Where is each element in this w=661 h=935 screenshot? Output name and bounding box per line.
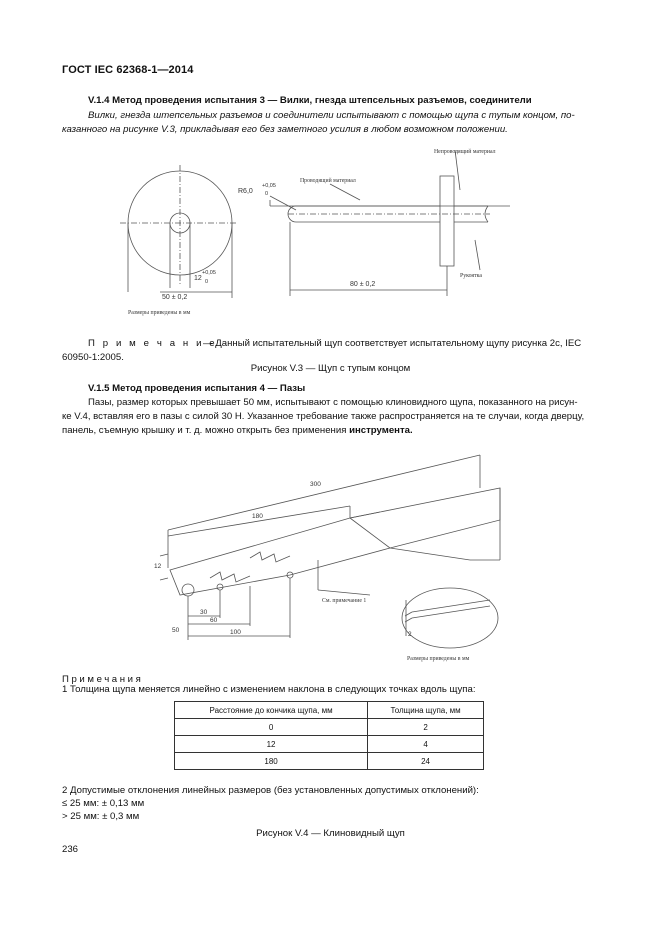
label-12-tol-lower: 0 [205,279,209,285]
figure-v3-note-line2: 60950-1:2005. [62,352,124,363]
label-dim-12: 12 [154,563,162,570]
figure-v3-caption: Рисунок V.3 — Щуп с тупым концом [250,363,411,374]
figure-v3-note-label: П р и м е ч а н и е [88,338,218,349]
label-nonconductive: Непроводящий материал [434,149,496,155]
table-header: Расстояние до кончика щупа, мм [175,702,368,719]
label-50: 50 ± 0,2 [162,294,188,301]
figure-v4-drawing [150,440,510,670]
detail-circle [402,588,498,648]
section-v15-text-line1: Пазы, размер которых превышает 50 мм, испытывают с помощью клиновидного щупа, показанного на рисун- [88,397,578,408]
label-radius-tol-upper: +0,05 [262,183,276,189]
label-handle: Рукоятка [460,273,482,279]
figure-v4-note2: 2 Допустимые отклонения линейных размеров (без установленных допустимых отклонений): [62,785,479,796]
section-v14-heading: V.1.4 Метод проведения испытания 3 — Вилки, гнезда штепсельных разъемов, соединители [88,95,532,106]
figure-v3-drawing [110,140,560,320]
section-v15-text-line3-plain: панель, съемную крышку и т. д. можно открыть без применения [62,425,350,436]
label-dim-2: 2 [408,631,412,638]
table-cell: 24 [368,753,484,770]
section-v15-text-line3-bold: инструмента. [349,425,413,436]
label-radius-tol-lower: 0 [265,191,269,197]
wedge-probe-body [170,488,500,595]
table-cell: 180 [175,753,368,770]
section-v15-text-line2: ке V.4, вставляя его в пазы с силой 30 Н. Указанное требование также распространяется на те случаи, когда дверцу, [62,411,585,422]
figure-v4-note1: 1 Толщина щупа меняется линейно с изменением наклона в следующих точках вдоль щупа: [62,684,476,695]
label-12-tol-upper: +0,05 [202,270,216,276]
table-row [175,753,484,770]
document-header: ГОСТ IEC 62368-1—2014 [62,64,194,76]
label-dim-100: 100 [230,629,241,636]
table-row [175,736,484,753]
figure-v4-notes-title: Примечания [62,674,144,685]
label-12: 12 [194,275,202,282]
table-cell: 12 [175,736,368,753]
label-dim-300: 300 [310,481,321,488]
label-see-note: См. примечание 1 [322,598,367,604]
label-dim-60: 60 [210,617,218,624]
table-header: Толщина щупа, мм [368,702,484,719]
table-cell: 4 [368,736,484,753]
figure-v4-tolerance-2: > 25 мм: ± 0,3 мм [62,811,140,822]
figure-v3-note-line1: — Данный испытательный щуп соответствует испытательному щупу рисунка 2с, IEC [203,338,582,349]
table-header-row [175,702,484,719]
table-cell: 2 [368,719,484,736]
section-v15-text-line3 [62,423,413,439]
thickness-table [174,701,484,770]
label-80: 80 ± 0,2 [350,281,376,288]
label-dimensions-note: Размеры приведены в мм [128,310,191,316]
label-dim-50: 50 [172,627,180,634]
label-dim-30: 30 [200,609,208,616]
label-radius: R6,0 [238,188,253,195]
section-v14-text-line1: Вилки, гнезда штепсельных разъемов и соединители испытывают с помощью щупа с тупым концом, по- [88,110,575,121]
table-row [175,719,484,736]
label-dimensions-note: Размеры приведены в мм [407,656,470,662]
probe-guard-side-view [440,176,454,266]
figure-v4-tolerance-1: ≤ 25 мм: ± 0,13 мм [62,798,145,809]
page-number: 236 [62,844,79,855]
label-dim-180: 180 [252,513,263,520]
table-cell: 0 [175,719,368,736]
section-v14-text-line2: казанного на рисунке V.3, прикладывая его без заметного усилия в любом возможном положении. [62,124,508,135]
label-conductive: Проводящий материал [300,178,356,184]
figure-v4-caption: Рисунок V.4 — Клиновидный щуп [256,828,405,839]
section-v15-heading: V.1.5 Метод проведения испытания 4 — Пазы [88,383,306,394]
